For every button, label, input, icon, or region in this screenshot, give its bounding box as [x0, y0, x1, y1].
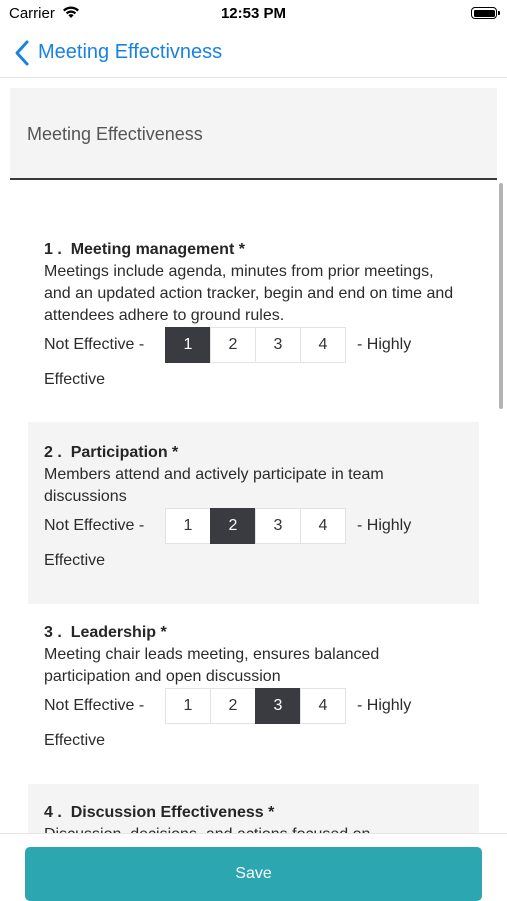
question-3 — [28, 604, 479, 784]
rating-option-2[interactable]: 2 — [210, 508, 256, 544]
question-title — [44, 241, 245, 259]
rating-option-1[interactable]: 1 — [165, 688, 211, 724]
form-header — [10, 88, 497, 180]
clock: 12:53 PM — [220, 5, 287, 22]
footer — [0, 833, 507, 900]
question-number: 2 . — [44, 444, 62, 461]
question-title — [44, 804, 274, 822]
question-1 — [28, 224, 479, 422]
rating-option-4[interactable]: 4 — [300, 508, 346, 544]
rating-group — [165, 688, 345, 724]
question-label: Meeting management * — [70, 241, 245, 258]
rating-option-3[interactable]: 3 — [255, 327, 301, 363]
question-description: Meetings include agenda, minutes from prior meetings, and an updated action tracker, begin and end on time and attendees adhere to ground rules. — [44, 263, 454, 324]
status-bar — [0, 0, 507, 28]
rating-option-4[interactable]: 4 — [300, 688, 346, 724]
scale-high-label-cont: Effective — [44, 371, 106, 388]
form-title: Meeting Effectiveness — [27, 124, 203, 144]
scale-high-label-cont: Effective — [44, 732, 106, 749]
nav-bar — [0, 28, 507, 78]
back-chevron-icon[interactable] — [14, 40, 30, 66]
question-description: Members attend and actively participate in team discussions — [44, 466, 384, 505]
question-2 — [28, 422, 479, 604]
save-button[interactable]: Save — [25, 847, 482, 901]
rating-option-1[interactable]: 1 — [165, 508, 211, 544]
scale-low-label: Not Effective - — [44, 517, 145, 534]
rating-option-3[interactable]: 3 — [255, 508, 301, 544]
rating-option-2[interactable]: 2 — [210, 688, 256, 724]
question-number: 1 . — [44, 241, 62, 258]
question-description: Meeting chair leads meeting, ensures balanced participation and open discussion — [44, 646, 380, 685]
rating-option-1[interactable]: 1 — [165, 327, 211, 363]
question-label: Discussion Effectiveness * — [70, 804, 275, 821]
battery-icon — [471, 7, 497, 19]
scale-high-label: - Highly — [357, 697, 412, 714]
question-title — [44, 624, 167, 642]
rating-option-2[interactable]: 2 — [210, 327, 256, 363]
scrollbar[interactable] — [499, 183, 503, 409]
question-label: Leadership * — [70, 624, 167, 641]
question-number: 3 . — [44, 624, 62, 641]
scale-low-label: Not Effective - — [44, 697, 145, 714]
rating-group — [165, 327, 345, 363]
question-label: Participation * — [70, 444, 179, 461]
carrier-label: Carrier — [9, 5, 55, 22]
question-title — [44, 444, 178, 462]
back-button[interactable]: Meeting Effectivness — [38, 41, 223, 63]
rating-group — [165, 508, 345, 544]
scale-high-label: - Highly — [357, 517, 412, 534]
rating-option-3[interactable]: 3 — [255, 688, 301, 724]
scale-low-label: Not Effective - — [44, 336, 145, 353]
scale-high-label-cont: Effective — [44, 552, 106, 569]
form-content[interactable] — [0, 78, 507, 833]
question-number: 4 . — [44, 804, 62, 821]
scale-high-label: - Highly — [357, 336, 412, 353]
rating-option-4[interactable]: 4 — [300, 327, 346, 363]
